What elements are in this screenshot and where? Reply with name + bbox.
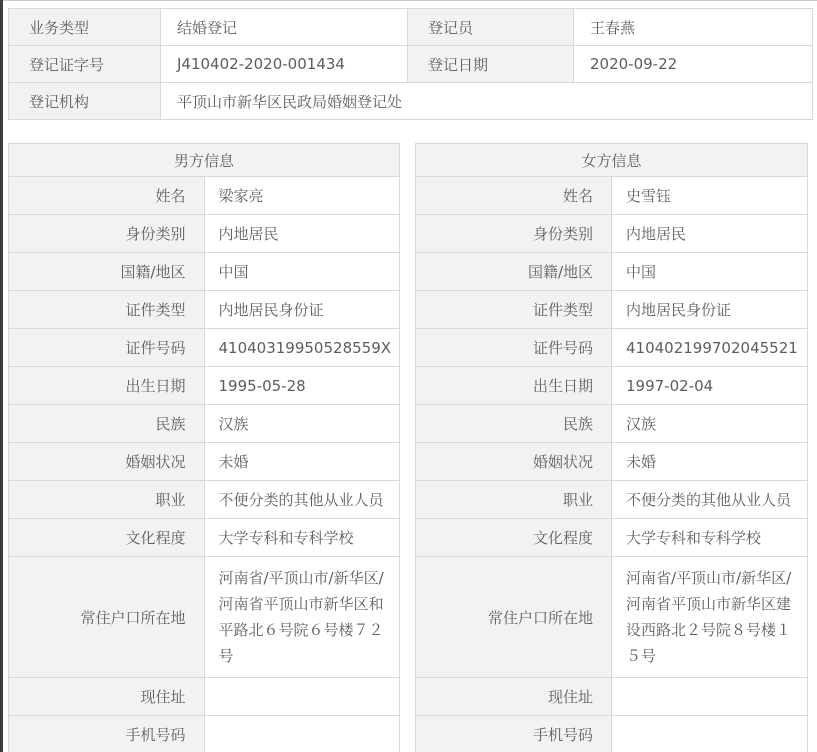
row-name [9, 177, 400, 215]
field-value: 中国 [204, 253, 400, 291]
row-occupation [416, 481, 808, 519]
field-label: 姓名 [9, 177, 205, 215]
field-value: 汉族 [612, 405, 808, 443]
reg-date-value: 2020-09-22 [574, 46, 813, 83]
field-label: 身份类别 [9, 215, 205, 253]
row-registered-address [416, 557, 808, 678]
cert-no-value: J410402-2020-001434 [161, 46, 408, 83]
row-ethnicity [416, 405, 808, 443]
row-marital-status [9, 443, 400, 481]
row-id-number [416, 329, 808, 367]
field-label: 职业 [9, 481, 205, 519]
business-type-value: 结婚登记 [161, 9, 408, 46]
field-value: 未婚 [204, 443, 400, 481]
row-nationality [9, 253, 400, 291]
field-label: 姓名 [416, 177, 612, 215]
field-label: 出生日期 [416, 367, 612, 405]
field-label: 文化程度 [416, 519, 612, 557]
field-label: 国籍/地区 [9, 253, 205, 291]
field-value: 内地居民 [204, 215, 400, 253]
reg-date-label: 登记日期 [408, 46, 574, 83]
row-education [416, 519, 808, 557]
field-value: 梁家亮 [204, 177, 400, 215]
field-value: 1997-02-04 [612, 367, 808, 405]
groom-section-title: 男方信息 [9, 144, 400, 177]
row-current-address [9, 678, 400, 716]
field-value [612, 716, 808, 752]
top-edge-divider [0, 0, 817, 1]
field-value: 汉族 [204, 405, 400, 443]
field-label: 婚姻状况 [416, 443, 612, 481]
left-edge-divider [0, 0, 3, 752]
row-id-number [9, 329, 400, 367]
field-label: 文化程度 [9, 519, 205, 557]
registration-summary-table [8, 8, 813, 120]
field-label: 婚姻状况 [9, 443, 205, 481]
field-label: 国籍/地区 [416, 253, 612, 291]
field-label: 证件号码 [416, 329, 612, 367]
row-id-type [9, 291, 400, 329]
field-value: 河南省/平顶山市/新华区/河南省平顶山市新华区和平路北６号院６号楼７２号 [204, 557, 400, 678]
field-label: 身份类别 [416, 215, 612, 253]
agency-label: 登记机构 [9, 83, 161, 120]
field-value: 内地居民身份证 [204, 291, 400, 329]
field-value: 河南省/平顶山市/新华区/河南省平顶山市新华区建设西路北２号院８号楼１５号 [612, 557, 808, 678]
row-mobile-number [9, 716, 400, 752]
row-nationality [416, 253, 808, 291]
field-value: 未婚 [612, 443, 808, 481]
field-label: 常住户口所在地 [9, 557, 205, 678]
field-value: 大学专科和专科学校 [204, 519, 400, 557]
row-birth-date [9, 367, 400, 405]
table-header-row [9, 144, 400, 177]
field-label: 手机号码 [416, 716, 612, 752]
row-marital-status [416, 443, 808, 481]
field-label: 现住址 [9, 678, 205, 716]
row-ethnicity [9, 405, 400, 443]
field-label: 证件类型 [416, 291, 612, 329]
row-birth-date [416, 367, 808, 405]
cert-no-label: 登记证字号 [9, 46, 161, 83]
field-value [612, 678, 808, 716]
field-label: 现住址 [416, 678, 612, 716]
field-label: 证件号码 [9, 329, 205, 367]
field-label: 手机号码 [9, 716, 205, 752]
business-type-label: 业务类型 [9, 9, 161, 46]
field-value [204, 716, 400, 752]
table-row [9, 83, 813, 120]
field-value [204, 678, 400, 716]
row-occupation [9, 481, 400, 519]
field-value: 大学专科和专科学校 [612, 519, 808, 557]
field-label: 常住户口所在地 [416, 557, 612, 678]
bride-info-table [415, 143, 808, 752]
row-mobile-number [416, 716, 808, 752]
field-value: 1995-05-28 [204, 367, 400, 405]
table-row [9, 9, 813, 46]
row-registered-address [9, 557, 400, 678]
row-identity-category [9, 215, 400, 253]
field-value: 不便分类的其他从业人员 [612, 481, 808, 519]
field-value: 内地居民身份证 [612, 291, 808, 329]
row-education [9, 519, 400, 557]
row-id-type [416, 291, 808, 329]
field-value: 不便分类的其他从业人员 [204, 481, 400, 519]
field-value: 41040319950528559X [204, 329, 400, 367]
field-value: 内地居民 [612, 215, 808, 253]
row-name [416, 177, 808, 215]
field-value: 史雪钰 [612, 177, 808, 215]
field-label: 职业 [416, 481, 612, 519]
registrar-label: 登记员 [408, 9, 574, 46]
field-label: 证件类型 [9, 291, 205, 329]
field-value: 中国 [612, 253, 808, 291]
field-label: 民族 [416, 405, 612, 443]
registrar-value: 王春燕 [574, 9, 813, 46]
field-label: 出生日期 [9, 367, 205, 405]
groom-info-table [8, 143, 400, 752]
table-row [9, 46, 813, 83]
row-identity-category [416, 215, 808, 253]
row-current-address [416, 678, 808, 716]
field-value: 410402199702045521 [612, 329, 808, 367]
agency-value: 平顶山市新华区民政局婚姻登记处 [161, 83, 813, 120]
field-label: 民族 [9, 405, 205, 443]
table-header-row [416, 144, 808, 177]
bride-section-title: 女方信息 [416, 144, 808, 177]
